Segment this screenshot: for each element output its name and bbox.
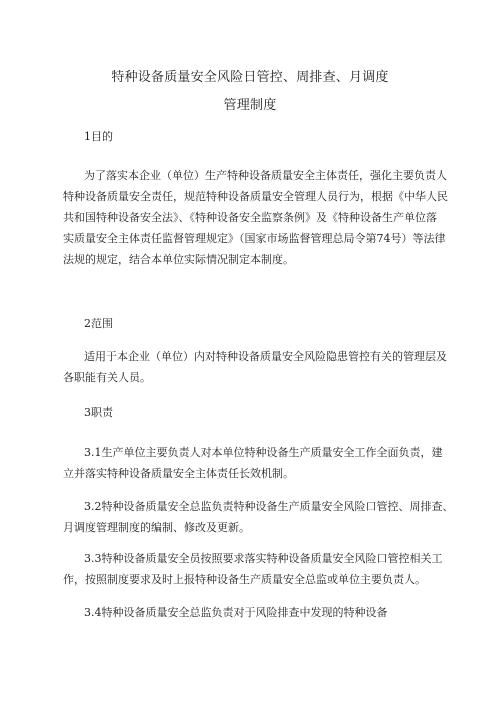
document-title-line2: 管理制度: [223, 98, 277, 113]
section-purpose-paragraph: [63, 165, 448, 270]
paragraph-line: 3.4特种设备质量安全总监负责对于风险排查中发现的特种设备: [84, 606, 388, 619]
paragraph-line: 实质量安全主体责任监督管理规定》（国家市场监督管理总局令第74号）等法律: [63, 232, 446, 245]
paragraph-line: 法规的规定，结合本单位实际情况制定本制度。: [63, 253, 294, 266]
paragraph-line: 月调度管理制度的编制、修改及更新。: [63, 521, 250, 534]
paragraph-line: 共和国特种设备安全法》、《特种设备安全监察条例》及《特种设备生产单位落: [63, 211, 437, 224]
section-heading-scope: 2范围: [84, 317, 113, 330]
paragraph-line: 3.1生产单位主要负责人对本单位特种设备生产质量安全工作全面负责，建: [84, 446, 443, 459]
responsibility-item-3-4: [63, 602, 443, 623]
paragraph-line: 为了落实本企业（单位）生产特种设备质量安全主体责任，强化主要负责人: [84, 169, 447, 182]
paragraph-line: 作，按照制度要求及时上报特种设备生产质量安全总监或单位主要负责人。: [63, 573, 426, 586]
responsibility-item-3-3: [63, 548, 443, 590]
section-scope-paragraph: [63, 346, 447, 388]
paragraph-line: 特种设备质量安全责任，规范特种设备质量安全管理人员行为，根据《中华人民: [63, 190, 448, 203]
paragraph-line: 3.3特种设备质量安全员按照要求落实特种设备质量安全风险口管控相关工: [84, 552, 443, 565]
responsibility-item-3-1: [63, 442, 443, 484]
paragraph-line: 适用于本企业（单位）内对特种设备质量安全风险隐患管控有关的管理层及: [84, 350, 447, 363]
paragraph-line: 立并落实特种设备质量安全主体责任长效机制。: [63, 467, 294, 480]
paragraph-line: 各职能有关人员。: [63, 371, 151, 384]
section-heading-responsibilities: 3职责: [84, 406, 113, 419]
document-title-line1: 特种设备质量安全风险日管控、周排查、月调度: [111, 70, 389, 85]
responsibility-item-3-2: [63, 496, 454, 538]
section-heading-purpose: 1目的: [84, 130, 113, 143]
paragraph-line: 3.2特种设备质量安全总监负责特种设备生产质量安全风险口管控、周排查、: [84, 500, 454, 513]
